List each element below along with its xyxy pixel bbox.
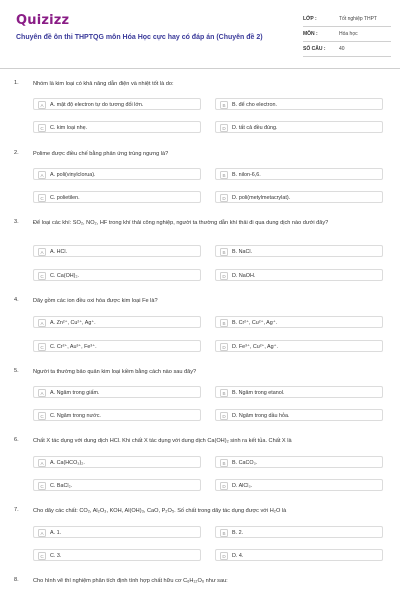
option-text: D. Ngâm trong dầu hỏa. — [232, 413, 290, 419]
option-b[interactable] — [215, 526, 383, 538]
option-text: C. Ngâm trong nước. — [50, 413, 101, 419]
question-text: Polime được điều chế bằng phản ứng trùng ngưng là? — [33, 151, 169, 157]
question-text: Cho hình vẽ thí nghiệm phân tích định tính hợp chất hữu cơ C₆H₁₂O₆ như sau: — [33, 578, 228, 584]
meta-row-subject — [303, 27, 391, 42]
option-badge: A — [38, 389, 46, 397]
option-text: A. HCl. — [50, 249, 68, 255]
option-c[interactable] — [33, 549, 201, 561]
option-text: D. poli(metylmetacrylat). — [232, 195, 291, 201]
option-text: C. Ca(OH)₂. — [50, 273, 80, 279]
option-text: C. 3. — [50, 553, 62, 559]
option-badge: C — [38, 194, 46, 202]
question-text: Người ta thường bảo quản kim loại kiềm bằng cách nào sau đây? — [33, 369, 197, 375]
option-badge: A — [38, 248, 46, 256]
question-number: 8. — [14, 577, 19, 583]
option-b[interactable] — [215, 316, 383, 328]
option-b[interactable] — [215, 456, 383, 468]
option-badge: A — [38, 171, 46, 179]
option-badge: D — [220, 124, 228, 132]
option-c[interactable] — [33, 191, 201, 203]
option-d[interactable] — [215, 479, 383, 491]
option-text: C. polietilen. — [50, 195, 80, 201]
question-number: 4. — [14, 297, 19, 303]
option-badge: C — [38, 343, 46, 351]
option-a[interactable] — [33, 98, 201, 110]
question-number: 2. — [14, 150, 19, 156]
option-badge: D — [220, 552, 228, 560]
option-text: B. để cho electron. — [232, 102, 277, 108]
option-c[interactable] — [33, 409, 201, 421]
option-text: A. mật độ electron tự do tương đối lớn. — [50, 102, 144, 108]
option-badge: B — [220, 101, 228, 109]
header-divider — [0, 68, 400, 69]
option-c[interactable] — [33, 269, 201, 281]
option-text: A. Ca(HCO₃)₂. — [50, 460, 85, 466]
option-b[interactable] — [215, 98, 383, 110]
option-badge: D — [220, 482, 228, 490]
meta-value: Tốt nghiệp THPT — [339, 16, 377, 22]
option-c[interactable] — [33, 121, 201, 133]
option-c[interactable] — [33, 479, 201, 491]
option-text: D. AlCl₃. — [232, 483, 253, 489]
question-text: Chất X tác dụng với dung dịch HCl. Khi chất X tác dụng với dung dịch Ca(OH)₂ sinh ra kết tủa. Chất X là — [33, 438, 292, 444]
option-badge: B — [220, 529, 228, 537]
meta-label: MÔN : — [303, 31, 318, 37]
option-badge: B — [220, 459, 228, 467]
option-badge: A — [38, 101, 46, 109]
meta-label: SỐ CÂU : — [303, 46, 326, 52]
option-d[interactable] — [215, 191, 383, 203]
option-d[interactable] — [215, 340, 383, 352]
option-d[interactable] — [215, 549, 383, 561]
option-badge: D — [220, 272, 228, 280]
option-d[interactable] — [215, 409, 383, 421]
option-badge: C — [38, 412, 46, 420]
option-badge: A — [38, 529, 46, 537]
option-text: A. Ngâm trong giấm. — [50, 390, 100, 396]
option-b[interactable] — [215, 168, 383, 180]
option-badge: B — [220, 248, 228, 256]
option-badge: D — [220, 194, 228, 202]
option-badge: C — [38, 552, 46, 560]
meta-value: 40 — [339, 46, 345, 52]
option-a[interactable] — [33, 245, 201, 257]
question-text: Cho dãy các chất: CO₂, Al₂O₃, KOH, Al(OH)₃, CaO, P₂O₅. Số chất trong dãy tác dụng được với H₂O là — [33, 508, 287, 514]
question-number: 1. — [14, 80, 19, 86]
meta-table — [303, 12, 391, 57]
option-badge: D — [220, 343, 228, 351]
option-a[interactable] — [33, 386, 201, 398]
meta-row-class — [303, 12, 391, 27]
option-a[interactable] — [33, 456, 201, 468]
option-d[interactable] — [215, 269, 383, 281]
page-header — [0, 0, 400, 66]
option-badge: C — [38, 124, 46, 132]
option-b[interactable] — [215, 245, 383, 257]
question-number: 3. — [14, 219, 19, 225]
question-number: 5. — [14, 368, 19, 374]
option-badge: C — [38, 272, 46, 280]
option-text: B. NaCl. — [232, 249, 253, 255]
quizizz-logo: Quizizz — [16, 13, 70, 28]
question-text: Để loại các khí: SO₂, NO₂, HF trong khí thải công nghiệp, người ta thường dẫn khí thải đi qua dung dịch nào dưới đây? — [33, 220, 329, 226]
option-b[interactable] — [215, 386, 383, 398]
question-text: Dãy gồm các ion đều oxi hóa được kim loại Fe là? — [33, 298, 158, 304]
option-text: A. 1. — [50, 530, 62, 536]
option-text: B. 2. — [232, 530, 244, 536]
option-text: C. Cr²⁺, Au³⁺, Fe³⁺. — [50, 344, 97, 350]
meta-label: LỚP : — [303, 16, 317, 22]
option-badge: D — [220, 412, 228, 420]
option-badge: C — [38, 482, 46, 490]
option-badge: A — [38, 459, 46, 467]
option-text: B. CaCO₃. — [232, 460, 258, 466]
option-text: C. kim loại nhẹ. — [50, 125, 88, 131]
option-badge: A — [38, 319, 46, 327]
option-badge: B — [220, 319, 228, 327]
document-title: Chuyên đề ôn thi THPTQG môn Hóa Học cực hay có đáp án (Chuyên đề 2) — [16, 34, 263, 41]
option-text: A. poli(vinylclorua). — [50, 172, 96, 178]
option-d[interactable] — [215, 121, 383, 133]
option-badge: B — [220, 389, 228, 397]
option-text: B. Ngâm trong etanol. — [232, 390, 285, 396]
meta-row-count — [303, 42, 391, 57]
option-text: D. NaOH. — [232, 273, 256, 279]
option-a[interactable] — [33, 316, 201, 328]
option-text: A. Zn²⁺, Cu²⁺, Ag⁺. — [50, 320, 96, 326]
option-a[interactable] — [33, 168, 201, 180]
option-badge: B — [220, 171, 228, 179]
meta-value: Hóa học — [339, 31, 358, 37]
option-c[interactable] — [33, 340, 201, 352]
option-text: D. 4. — [232, 553, 244, 559]
option-a[interactable] — [33, 526, 201, 538]
question-number: 7. — [14, 507, 19, 513]
option-text: D. tất cả đều đúng. — [232, 125, 278, 131]
question-number: 6. — [14, 437, 19, 443]
option-text: B. Cr²⁺, Cu²⁺, Ag⁺. — [232, 320, 278, 326]
option-text: B. nilon-6,6. — [232, 172, 261, 178]
option-text: C. BaCl₂. — [50, 483, 73, 489]
option-text: D. Fe³⁺, Cu²⁺, Ag⁺. — [232, 344, 278, 350]
question-text: Nhóm là kim loại có khả năng dẫn điện và nhiệt tốt là do: — [33, 81, 174, 87]
